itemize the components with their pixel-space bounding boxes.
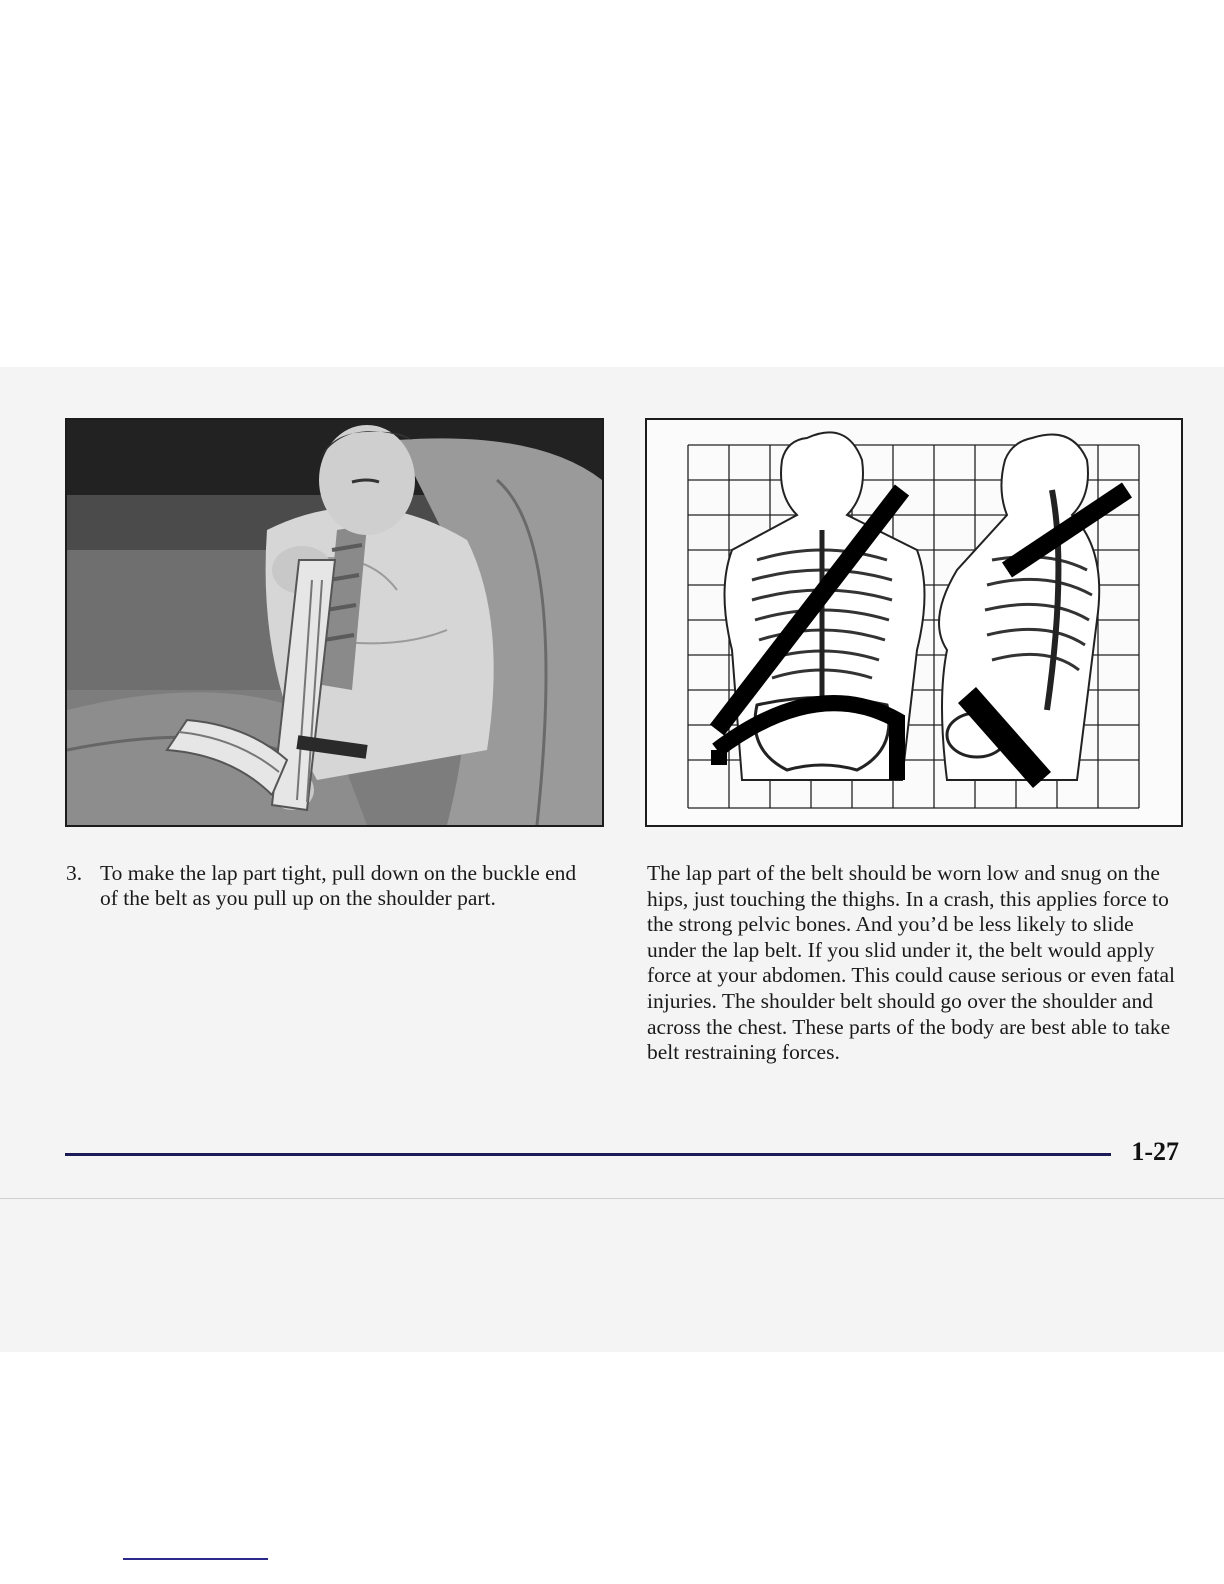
skeleton-belt-diagram	[645, 418, 1183, 827]
bottom-link-line	[123, 1558, 268, 1560]
body-paragraph: The lap part of the belt should be worn low and snug on the hips, just touching the thighs. In a crash, this applies force to the strong pelvic bones. And you’d be less likely to slide under the lap belt. If you slid under it, the belt would apply force at your abdomen. This could cause serious or even fatal injuries. The shoulder belt should go over the shoulder and across the chest. These parts of the body are best able to take belt restraining forces.	[647, 861, 1175, 1065]
page-number: 1-27	[1131, 1137, 1179, 1166]
step-number: 3.	[66, 861, 83, 885]
step-3	[66, 861, 596, 911]
footer-rule	[65, 1153, 1111, 1156]
skeleton-belt-diagram-icon	[647, 420, 1181, 825]
man-buckling-belt-icon	[67, 420, 602, 825]
man-buckling-belt-image	[65, 418, 604, 827]
step-text: To make the lap part tight, pull down on the buckle end of the belt as you pull up on the shoulder part.	[100, 861, 577, 910]
page-edge-line	[0, 1198, 1224, 1199]
